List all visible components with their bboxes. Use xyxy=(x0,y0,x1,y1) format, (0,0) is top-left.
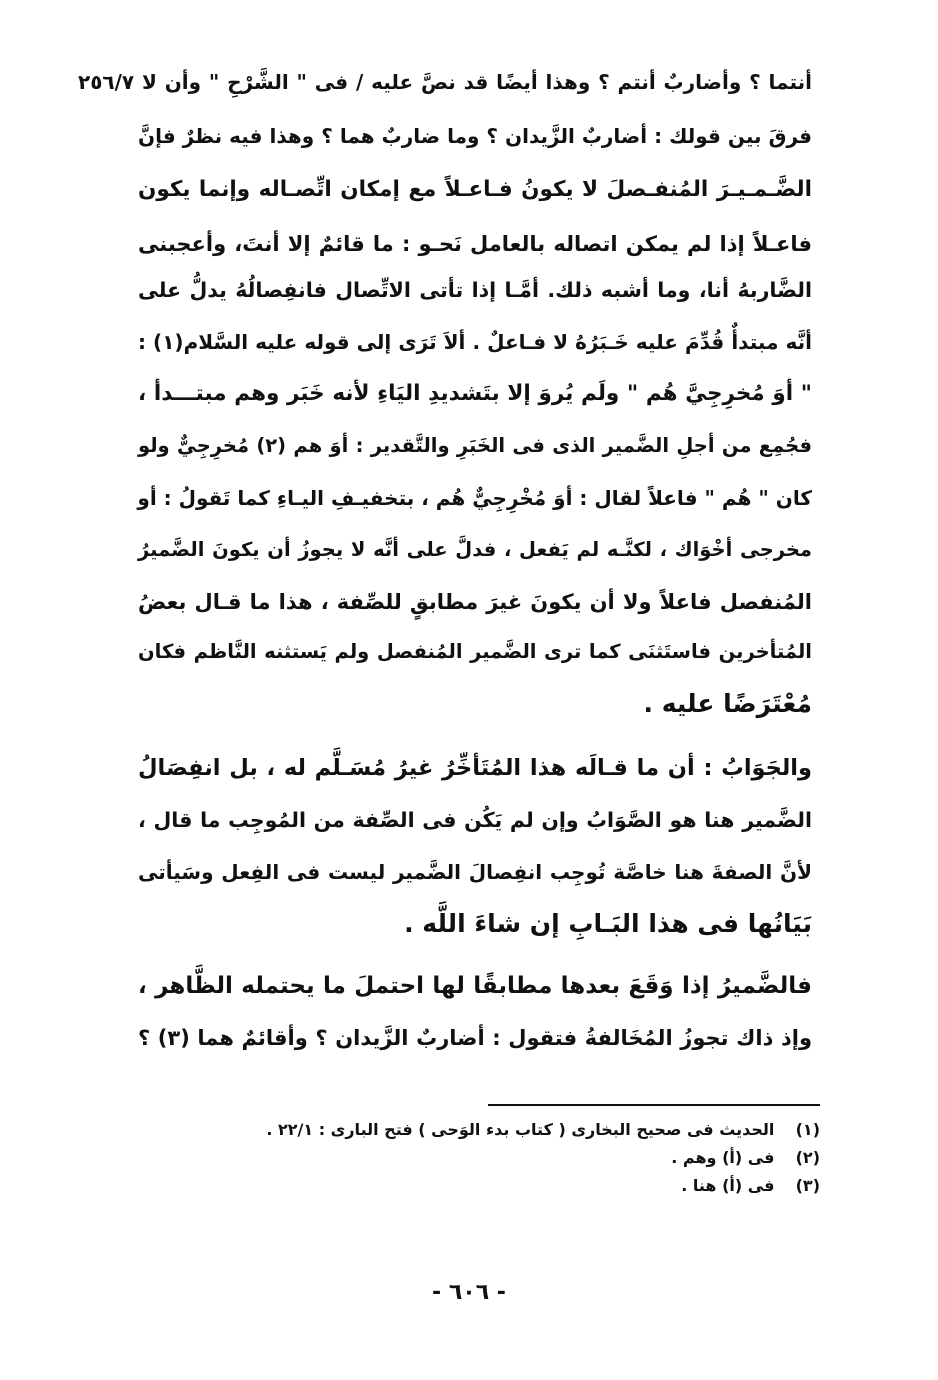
text-line: المُنفصل فاعلاً ولا أن يكونَ غيرَ مطابقٍ للصِّفة ، هذا ما قـال بعضُ xyxy=(138,590,812,614)
text-line: الضَّمير هنا هو الصَّوَابُ وإن لم يَكُن فى الصِّفة من المُوجِب ما قال ، xyxy=(138,808,812,832)
footnote xyxy=(300,1174,820,1198)
text-line: فالضَّميرُ إذا وَقَعَ بعدها مطابقًا لها احتملَ ما يحتمله الظَّاهر ، xyxy=(138,973,812,999)
footnote-number: (٣) xyxy=(795,1176,820,1195)
footnote xyxy=(266,1118,820,1142)
text-line: والجَوَابُ : أن ما قـالَه هذا المُتَأخِّرُ غيرُ مُسَـلَّم له ، بل انفِصَالُ xyxy=(138,755,812,781)
footnote-text: فى (أ) وهم . xyxy=(671,1148,775,1167)
text-line: مُعْتَرَضًا عليه . xyxy=(643,689,812,718)
footnote-text: فى (أ) هنا . xyxy=(681,1176,775,1195)
text-line: أنَّه مبتدأٌ قُدِّمَ عليه خَـبَرُهُ لا فـاعلٌ . ألاَ تَرَى إلى قوله عليه السَّلام(١) : xyxy=(138,330,812,354)
text-line: بَيَانُها فى هذا البَـابِ إن شاءَ اللَّه . xyxy=(404,909,812,938)
footnote xyxy=(300,1146,820,1170)
page-number: - ٦٠٦ - xyxy=(432,1280,506,1305)
text-line: فجُمِع من أجلِ الضَّمير الذى فى الخَبَرِ والتَّقدير : أوَ هم (٢) مُخرِجِيٌّ ولو xyxy=(138,434,812,457)
footnote-text: الحديث فى صحيح البخارى ( كتاب بدء الوَحى ) فتح البارى : ٢٢/١ . xyxy=(266,1120,775,1139)
text-line: الضَّـمـيـرَ المُنفـصلَ لا يكونُ فـاعـلاً مع إمكان اتِّصـاله وإنما يكون xyxy=(138,177,812,202)
text-line: المُتأخرين فاستَثنَى كما ترى الضَّمير المُنفصل ولم يَستثنه النَّاظم فكان xyxy=(138,640,812,663)
text-line: أنتما ؟ وأضاربٌ أنتم ؟ وهذا أيضًا قد نصَّ عليه / فى " الشَّرْحِ " وأن لا ٢٥٦/٧ xyxy=(78,70,812,94)
text-line: " أوَ مُخرِجِيَّ هُم " ولَم يُروَ إلا بتَشديدِ اليَاءِ لأنه خَبَر وهم مبتـــدأ ، xyxy=(138,381,812,406)
text-line: كان " هُم " فاعلاً لقال : أوَ مُخْرِجِيٌّ هُم ، بتخفيـفِ اليـاءِ كما تَقولُ : أو xyxy=(137,486,812,510)
footnote-number: (١) xyxy=(795,1120,820,1139)
footnote-number: (٢) xyxy=(795,1148,820,1167)
text-line: الضَّاربهُ أنا، وما أشبه ذلك. أمَّـا إذا تأتى الاتِّصال فانفِصالُهُ يدلُّ على xyxy=(138,278,812,302)
text-line: لأنَّ الصفةَ هنا خاصَّة تُوجِب انفِصالَ الضَّمير ليست فى الفِعل وسَيأتى xyxy=(138,860,812,884)
footnote-separator xyxy=(488,1104,820,1106)
text-line: مخرجى أخْوَاك ، لكنَّـه لم يَفعل ، فدلَّ على أنَّه لا يجوزُ أن يكونَ الضَّميرُ xyxy=(138,538,812,561)
text-line: فرقَ بين قولك : أضاربٌ الزَّيدان ؟ وما ضاربٌ هما ؟ وهذا فيه نظرٌ فإنَّ xyxy=(138,124,812,148)
text-line: فاعـلاً إذا لم يمكن اتصاله بالعامل نَحـو : ما قائمٌ إلا أنتَ، وأعجبنى xyxy=(138,232,812,256)
text-line: وإذ ذاك تجوزُ المُخَالفةُ فتقول : أضاربٌ الزَّيدان ؟ وأقائمٌ هما (٣) ؟ xyxy=(138,1026,812,1050)
